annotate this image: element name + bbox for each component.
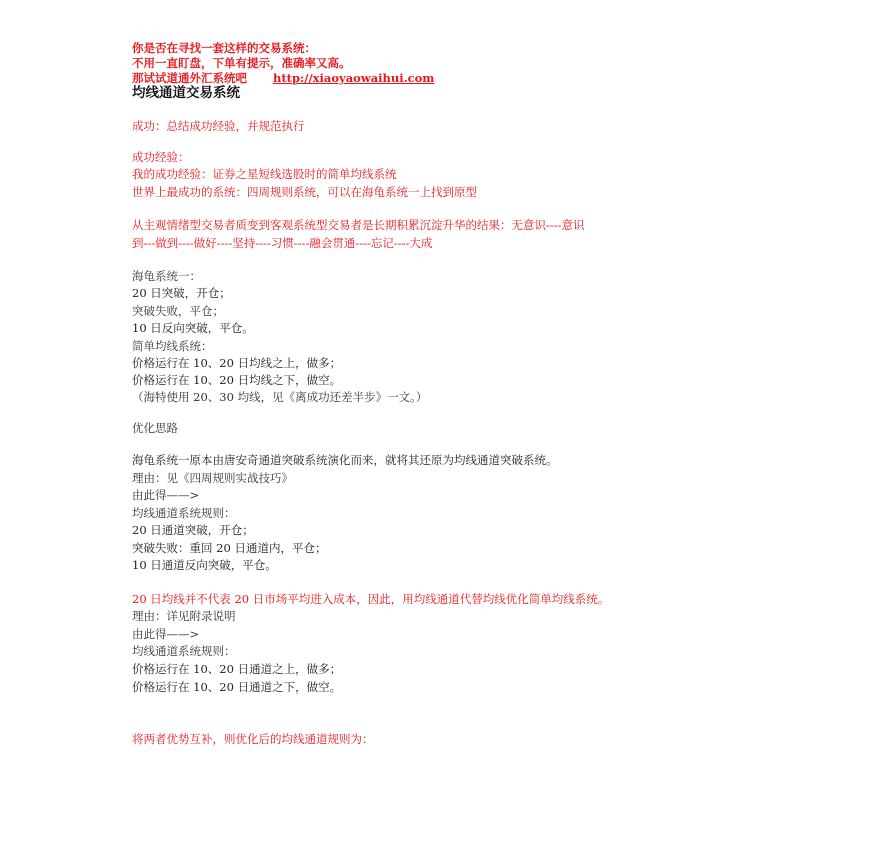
success-heading: 成功：总结成功经验，并规范执行 (132, 119, 305, 133)
intro-line-2: 不用一直盯盘，下单有提示，准确率又高。 (132, 56, 351, 70)
rules-1-rule-3: 10 日通道反向突破，平仓。 (132, 558, 277, 572)
hence-2: 由此得——> (132, 627, 200, 641)
intro-line-1: 你是否在寻找一套这样的交易系统： (132, 41, 316, 55)
optimize-heading: 优化思路 (132, 421, 178, 435)
turtle-rule-1: 20 日突破，开仓； (132, 286, 231, 300)
my-experience: 我的成功经验：证券之星短线选股时的简单均线系统 (132, 167, 397, 181)
turtle-heading: 海龟系统一： (132, 269, 201, 283)
simple-heading: 简单均线系统： (132, 339, 213, 353)
rules-1-heading: 均线通道系统规则： (132, 506, 236, 520)
reason-2: 理由：详见附录说明 (132, 609, 236, 623)
rules-1-rule-1: 20 日通道突破，开仓； (132, 523, 254, 537)
simple-rule-2: 价格运行在 10、20 日均线之下，做空。 (132, 373, 342, 387)
optimize-origin: 海龟系统一原本由唐安奇通道突破系统演化而来，就将其还原为均线通道突破系统。 (132, 453, 558, 467)
simple-rule-1: 价格运行在 10、20 日均线之上，做多； (132, 356, 342, 370)
document-title: 均线通道交易系统 (132, 85, 240, 101)
intro-line-3-text: 那试试道通外汇系统吧 (132, 71, 247, 85)
world-system: 世界上最成功的系统：四周规则系统，可以在海龟系统一上找到原型 (132, 185, 477, 199)
rules-2-heading: 均线通道系统规则： (132, 644, 236, 658)
rules-2-rule-2: 价格运行在 10、20 日通道之下，做空。 (132, 680, 342, 694)
rules-2-rule-1: 价格运行在 10、20 日通道之上，做多； (132, 662, 342, 676)
website-link[interactable]: http://xiaoyaowaihui.com (273, 71, 435, 85)
evolution-line-2: 到---做到----做好----坚持----习惯----融会贯通----忘记----大成 (132, 236, 433, 250)
experience-heading: 成功经验： (132, 150, 190, 164)
red-note: 20 日均线并不代表 20 日市场平均进入成本，因此，用均线通道代替均线优化简单均线系统。 (132, 592, 610, 606)
conclusion: 将两者优势互补，则优化后的均线通道规则为： (132, 732, 374, 746)
turtle-rule-2: 突破失败，平仓； (132, 304, 224, 318)
simple-note: （海特使用 20、30 均线，见《离成功还差半步》一文。） (132, 390, 428, 404)
turtle-rule-3: 10 日反向突破，平仓。 (132, 321, 254, 335)
intro-line-3 (132, 70, 434, 86)
hence-1: 由此得——> (132, 488, 200, 502)
rules-1-rule-2: 突破失败：重回 20 日通道内，平仓； (132, 541, 327, 555)
reason-1: 理由：见《四周规则实战技巧》 (132, 471, 293, 485)
evolution-line-1: 从主观情绪型交易者质变到客观系统型交易者是长期积累沉淀升华的结果：无意识----意识 (132, 218, 585, 232)
